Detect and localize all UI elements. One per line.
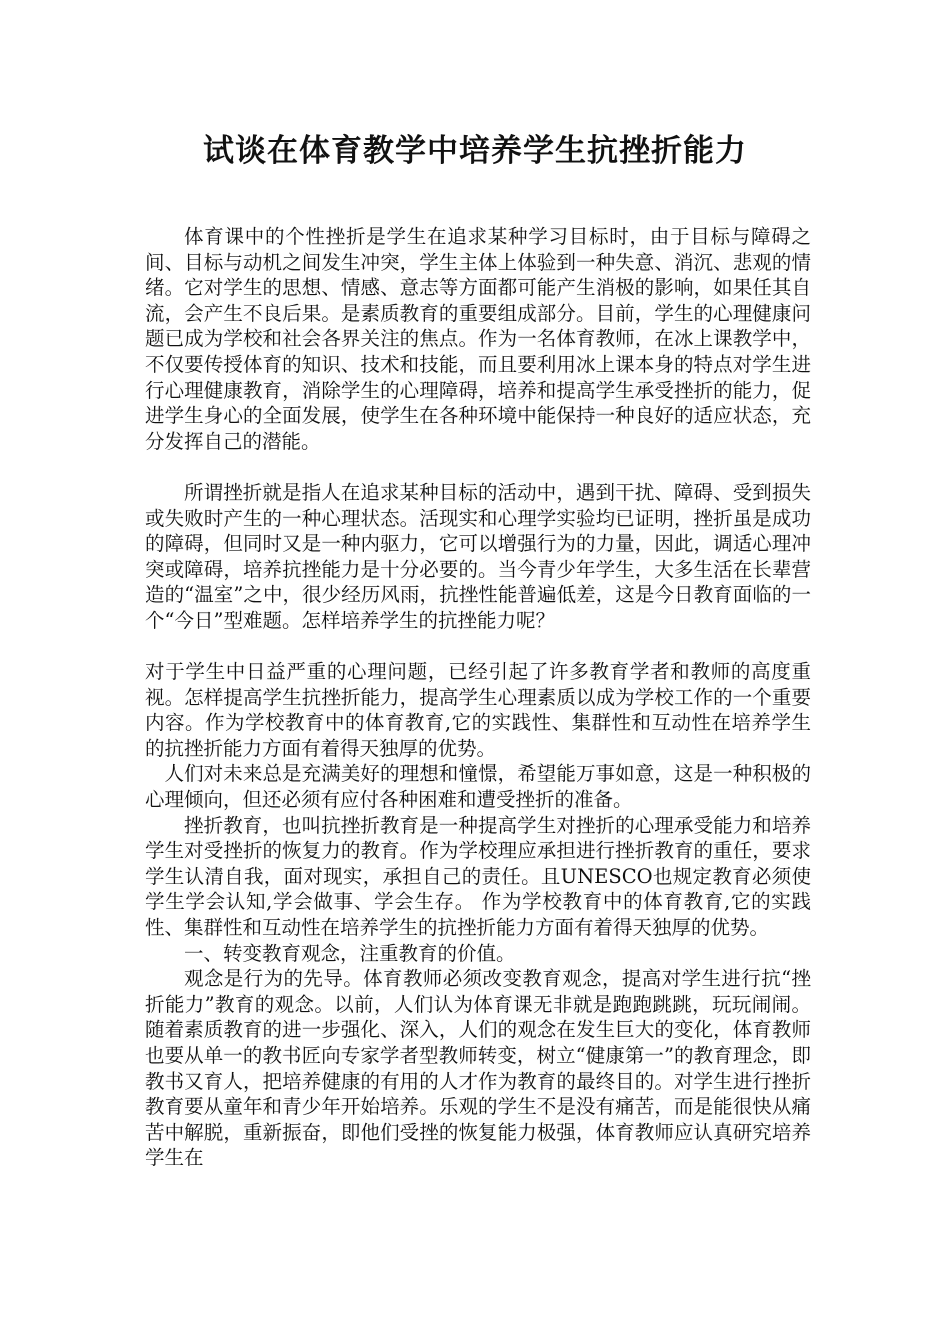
section-heading-1: 一、转变教育观念，注重教育的价值。 [184, 941, 516, 965]
paragraph-intro: 体育课中的个性挫折是学生在追求某种学习目标时，由于目标与障碍之间、目标与动机之间发生冲突，学生主体上体验到一种失意、消沉、悲观的情绪。它对学生的思想、情感、意志等方面都可能产生消极的影响，如果任其自流，会产生不良后果。是素质教育的重要组成部分。目前，学生的心理健康问题已成为学校和社会各界关注的焦点。作为一名体育教师，在冰上课教学中，不仅要传授体育的知识、技术和技能，而且要利用冰上课本身的特点对学生进行心理健康教育，消除学生的心理障碍，培养和提高学生承受挫折的能力，促进学生身心的全面发展，使学生在各种环境中能保持一种良好的适应状态，充分发挥自己的潜能。 [145, 225, 811, 453]
document-title: 试谈在体育教学中培养学生抗挫折能力 [203, 133, 747, 169]
paragraph-importance: 对于学生中日益严重的心理问题，已经引起了许多教育学者和教师的高度重视。怎样提高学生抗挫折能力，提高学生心理素质以成为学校工作的一个重要内容。作为学校教育中的体育教育,它的实践性、集群性和互动性在培养学生的抗挫折能力方面有着得天独厚的优势。 [145, 660, 811, 760]
paragraph-definition: 所谓挫折就是指人在追求某种目标的活动中，遇到干扰、障碍、受到损失或失败时产生的一种心理状态。活现实和心理学实验均已证明，挫折虽是成功的障碍，但同时又是一种内驱力，它可以增强行为的力量，因此，调适心理冲突或障碍，培养抗挫能力是十分必要的。当今青少年学生，大多生活在长辈营造的“温室”之中，很少经历风雨，抗挫性能普遍低差，这是今日教育面临的一个“今日”型难题。怎样培养学生的抗挫能力呢？ [145, 480, 811, 632]
document-body [145, 224, 811, 1171]
paragraph-frustration-education: 挫折教育，也叫抗挫折教育是一种提高学生对挫折的心理承受能力和培养学生对受挫折的恢复力的教育。作为学校理应承担进行挫折教育的重任，要求学生认清自我，面对现实，承担自己的责任。且UNESCO也规定教育必须使学生学会认知,学会做事、学会生存。 作为学校教育中的体育教育,它的实践性、集群性和互动性在培养学生的抗挫折能力方面有着得天独厚的优势。 [145, 813, 811, 940]
paragraph-concept: 观念是行为的先导。体育教师必须改变教育观念，提高对学生进行抗“挫折能力”教育的观念。以前，人们认为体育课无非就是跑跑跳跳，玩玩闹闹。随着素质教育的进一步强化、深入，人们的观念在发生巨大的变化，体育教师也要从单一的教书匠向专家学者型教师转变，树立“健康第一”的教育理念，即教书又育人，把培养健康的有用的人才作为教育的最终目的。对学生进行挫折教育要从童年和青少年开始培养。乐观的学生不是没有痛苦，而是能很快从痛苦中解脱，重新振奋，即他们受挫的恢复能力极强，体育教师应认真研究培养学生在 [145, 967, 811, 1170]
paragraph-expectation: 人们对未来总是充满美好的理想和憧憬，希望能万事如意，这是一种积极的心理倾向，但还必须有应付各种困难和遭受挫折的准备。 [145, 762, 811, 812]
